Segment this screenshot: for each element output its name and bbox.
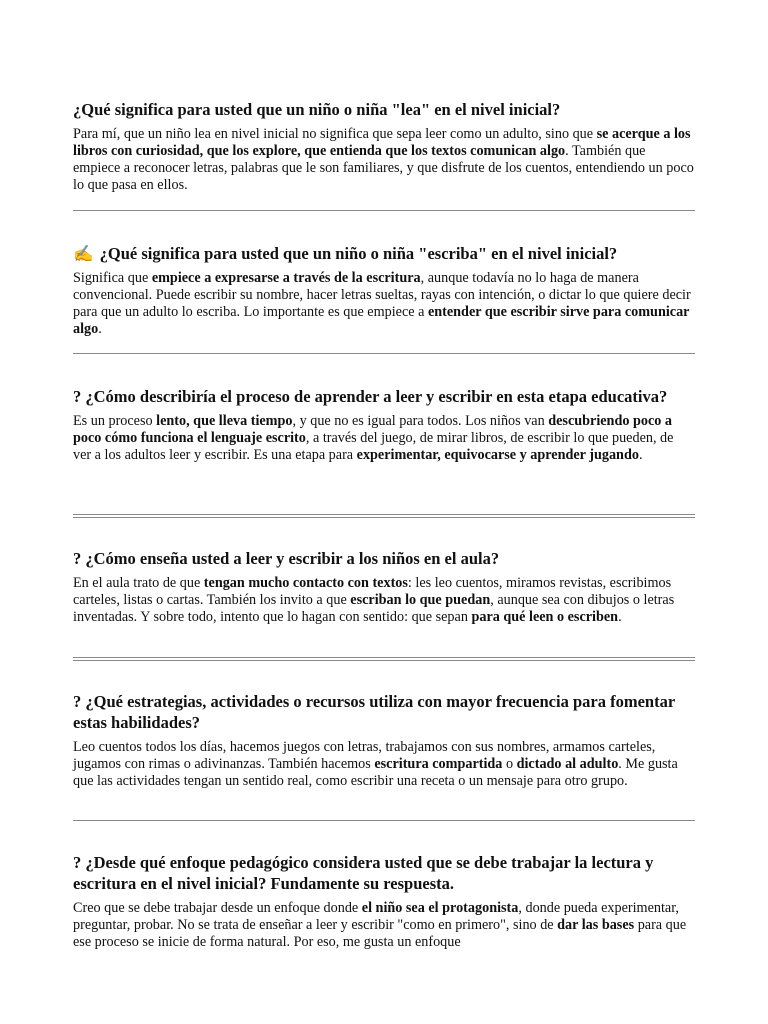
section-divider [73, 353, 695, 354]
answer-text: para que ese proceso se inicie de forma natural. Por eso, me gusta un enfoque [73, 917, 687, 950]
section-escriba [73, 243, 695, 338]
question-heading: ? ¿Desde qué enfoque pedagógico considera usted que se debe trabajar la lectura y escritura en el nivel inicial? Fundamente su respuesta. [73, 853, 654, 893]
answer-highlight: tengan mucho contacto con textos [203, 575, 408, 591]
answer-text: , y que no es igual para todos. Los niños van [292, 413, 549, 429]
answer-paragraph [73, 413, 695, 464]
question-heading [73, 243, 695, 264]
answer-text: En el aula trato de que [73, 575, 204, 591]
question-text: ¿Qué significa para usted que un niño o niña "escriba" en el nivel inicial? [99, 244, 618, 263]
section-divider [73, 657, 695, 661]
answer-text: . [638, 447, 643, 463]
answer-highlight: dictado al adulto [516, 756, 619, 772]
answer-highlight: escriban lo que puedan [350, 592, 491, 608]
answer-highlight: dar las bases [557, 917, 635, 933]
question-heading: ? ¿Cómo enseña usted a leer y escribir a los niños en el aula? [73, 549, 500, 568]
answer-text: Para mí, que un niño lea en nivel inicial no significa que sepa leer como un adulto, sino que [73, 126, 597, 142]
answer-text: Es un proceso [73, 413, 157, 429]
answer-text: Creo que se debe trabajar desde un enfoque donde [73, 900, 362, 916]
answer-paragraph [73, 900, 695, 951]
answer-text: , donde pueda experimentar, preguntar, probar. No se trata de enseñar a leer y escribir "como en primero", sino de [73, 900, 679, 933]
section-proceso [73, 386, 695, 464]
answer-text: . Me gusta que las actividades tengan un sentido real, como escribir una receta o un mensaje para otro grupo. [73, 756, 678, 789]
answer-text: , aunque todavía no lo haga de manera convencional. Puede escribir su nombre, hacer letras sueltas, rayas con intención, o dictar lo que quiere decir para que un adulto lo escriba. Lo importante es que empiece a [73, 270, 691, 320]
answer-text: Significa que [73, 270, 152, 286]
section-divider [73, 514, 695, 518]
section-divider [73, 820, 695, 821]
answer-paragraph [73, 270, 695, 338]
question-heading: ? ¿Cómo describiría el proceso de aprender a leer y escribir en esta etapa educativa? [73, 387, 668, 406]
section-divider [73, 210, 695, 211]
answer-text: . [618, 609, 622, 625]
answer-text: o [502, 756, 517, 772]
answer-highlight: experimentar, equivocarse y aprender jugando [356, 447, 639, 463]
answer-highlight: escritura compartida [374, 756, 503, 772]
answer-text: : les leo cuentos, miramos revistas, escribimos carteles, listas o cartas. También los invito a que [73, 575, 672, 608]
question-heading: ? ¿Qué estrategias, actividades o recursos utiliza con mayor frecuencia para fomentar estas habilidades? [73, 692, 675, 732]
answer-highlight: se acerque a los libros con curiosidad, que los explore, que entienda que los textos comunican algo [73, 126, 691, 159]
section-estrategias [73, 691, 695, 790]
answer-highlight: empiece a expresarse a través de la escritura [151, 270, 421, 286]
question-heading: ¿Qué significa para usted que un niño o niña "lea" en el nivel inicial? [73, 100, 561, 119]
writing-hand-icon: ✍ [73, 244, 94, 263]
answer-paragraph [73, 575, 695, 626]
answer-highlight: para qué leen o escriben [471, 609, 619, 625]
answer-highlight: descubriendo poco a poco cómo funciona el lenguaje escrito [73, 413, 672, 446]
answer-paragraph [73, 739, 695, 790]
answer-highlight: lento, que lleva tiempo [156, 413, 293, 429]
answer-text: . [98, 321, 102, 337]
answer-text: . También que empiece a reconocer letras, palabras que le son familiares, y que disfrute de los cuentos, entendiendo un poco lo que pasa en ellos. [73, 143, 694, 193]
answer-text: , aunque sea con dibujos o letras inventadas. Y sobre todo, intento que lo hagan con sentido: que sepan [73, 592, 675, 625]
section-lea [73, 99, 695, 194]
answer-highlight: entender que escribir sirve para comunicar algo [73, 304, 690, 337]
section-ensena [73, 548, 695, 626]
answer-highlight: el niño sea el protagonista [361, 900, 519, 916]
section-enfoque [73, 852, 695, 951]
answer-paragraph [73, 126, 695, 194]
answer-text: , a través del juego, de mirar libros, de escribir lo que pueden, de ver a los adultos leer y escribir. Es una etapa para [73, 430, 674, 463]
answer-text: Leo cuentos todos los días, hacemos juegos con letras, trabajamos con sus nombres, armamos carteles, jugamos con rimas o adivinanzas. También hacemos [73, 739, 656, 772]
